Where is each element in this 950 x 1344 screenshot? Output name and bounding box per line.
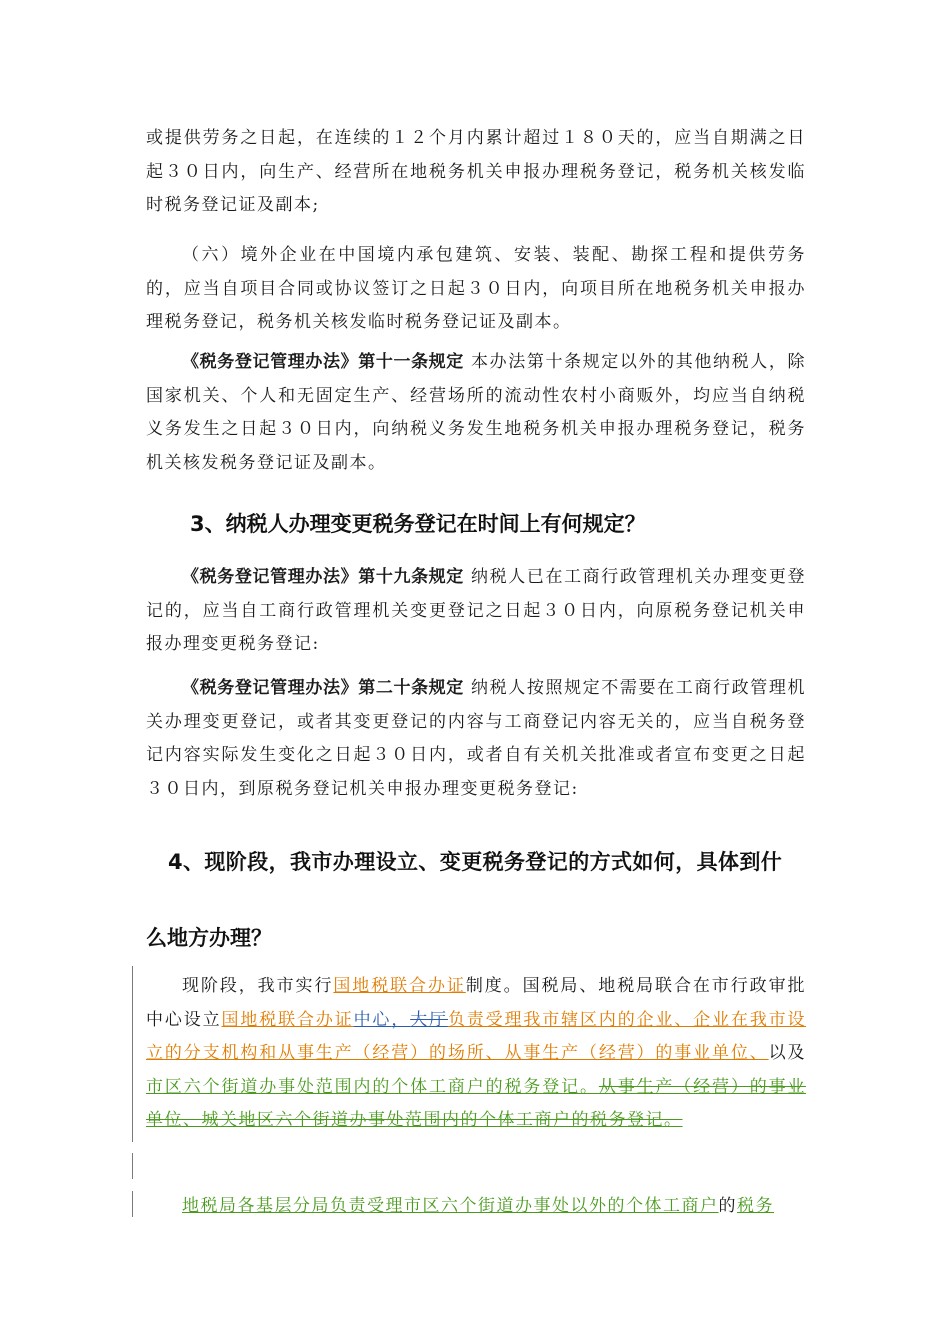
tracked-insertion: 负责受理我市辖区内的企业、企业在我市设立的分支机构和从事生产（经营）的场所、从事生产（经营）的事业单位、 — [146, 1009, 807, 1063]
text-run: 的 — [718, 1196, 737, 1216]
tracked-insertion: 中心 — [353, 1009, 392, 1030]
paragraph-joint-office — [146, 970, 806, 1138]
heading-question-4-line2: 么地方办理？ — [146, 926, 272, 950]
article-eleven-title: 《税务登记管理办法》第十一条规定 — [182, 352, 464, 372]
tracked-insertion: 税务 — [737, 1196, 774, 1216]
tracked-deletion: 从事生产（经营）的事业单位、城关地区六个街道办事处范围内的个体工商户的税务登记。 — [146, 1076, 807, 1130]
paragraph-article-twenty — [146, 672, 806, 806]
revision-change-bar — [132, 1153, 133, 1179]
tracked-insertion: 地税局各基层分局负责受理市区六个街道办事处以外的个体工商户 — [182, 1196, 719, 1216]
text-run: 现阶段，我市实行 — [182, 976, 334, 996]
article-twenty-text: 纳税人按照规定不需要在工商行政管理机关办理变更登记，或者其变更登记的内容与工商登记内容无关的，应当自税务登记内容实际发生变化之日起３０日内，或者自有关机关批准或者宣布变更之日起３０日内，到原税务登记机关申报办理变更税务登记: — [146, 678, 807, 799]
paragraph-item-six: （六）境外企业在中国境内承包建筑、安装、装配、勘探工程和提供劳务的，应当自项目合同或协议签订之日起３０日内，向项目所在地税务机关申报办理税务登记，税务机关核发临时税务登记证及副本。 — [146, 245, 806, 332]
tracked-insertion: 国地税联合办证 — [221, 1009, 354, 1030]
revision-change-bar — [132, 1191, 133, 1217]
heading-question-3: 3、纳税人办理变更税务登记在时间上有何规定？ — [190, 512, 646, 536]
paragraph-registration-continued: 或提供劳务之日起，在连续的１２个月内累计超过１８０天的，应当自期满之日起３０日内，向生产、经营所在地税务机关申报办理税务登记，税务机关核发临时税务登记证及副本; — [146, 128, 806, 215]
paragraph-article-nineteen — [146, 561, 806, 662]
article-eleven-text: 本办法第十条规定以外的其他纳税人，除国家机关、个人和无固定生产、经营场所的流动性农村小商贩外，均应当自纳税义务发生之日起３０日内，向纳税义务发生地税务机关申报办理税务登记，税务机关核发税务登记证及副本。 — [146, 352, 807, 473]
tracked-insertion: 国地税联合办证 — [333, 976, 466, 996]
paragraph-branch-offices — [146, 1190, 806, 1224]
article-twenty-title: 《税务登记管理办法》第二十条规定 — [182, 678, 464, 698]
paragraph-article-eleven — [146, 346, 806, 480]
text-run: 以及 — [768, 1043, 807, 1063]
heading-question-4-line1: 4、现阶段，我市办理设立、变更税务登记的方式如何，具体到什 — [168, 850, 783, 874]
tracked-insertion: ， — [391, 1009, 411, 1030]
text-run: 制度。国税局、地税局联合在市行政审批中心设立 — [146, 976, 806, 1030]
revision-change-bar — [132, 966, 133, 1142]
tracked-deletion: 大厅 — [410, 1009, 448, 1030]
article-nineteen-text: 纳税人已在工商行政管理机关办理变更登记的，应当自工商行政管理机关变更登记之日起３０日内，向原税务登记机关申报办理变更税务登记: — [146, 567, 807, 654]
tracked-insertion: 市区六个街道办事处范围内的个体工商户的税务登记。 — [146, 1076, 599, 1097]
article-nineteen-title: 《税务登记管理办法》第十九条规定 — [182, 567, 464, 587]
